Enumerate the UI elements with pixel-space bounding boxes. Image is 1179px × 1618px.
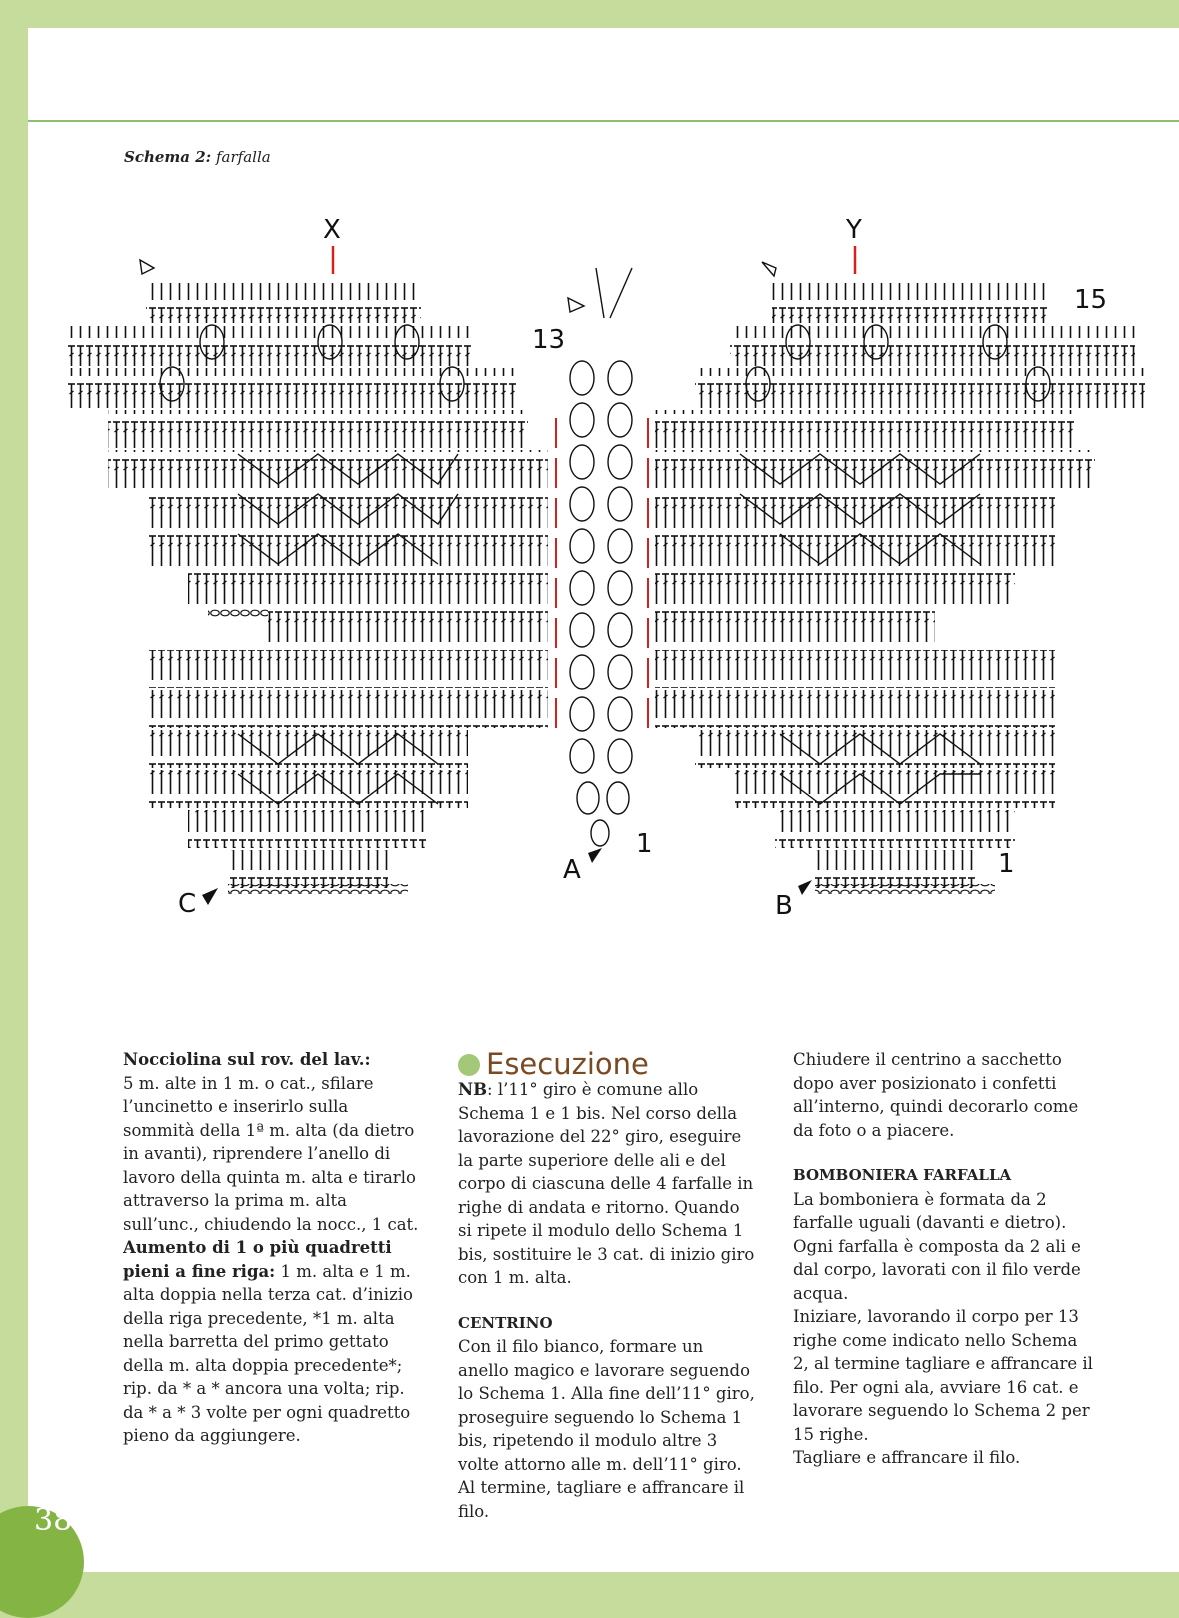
centrino-end: Al termine, tagliare e affrancare il filo.: [458, 1478, 745, 1521]
crochet-diagram: [40, 188, 1160, 928]
label-b: B: [775, 891, 793, 921]
bomboniera-text-1: La bomboniera è formata da 2 farfalle uguali (davanti e dietro). Ogni farfalla è composta da 2 ali e dal corpo, lavorati con il filo verde acqua.: [793, 1189, 1081, 1303]
right-wing: [655, 283, 1145, 894]
nb-label: NB: [458, 1080, 488, 1099]
caption-text: farfalla: [215, 148, 271, 166]
esecuzione-header: [458, 1048, 758, 1082]
page: [28, 28, 1179, 1572]
centrino-text: Con il filo bianco, formare un anello magico e lavorare seguendo lo Schema 1. Alla fine dell’11° giro, proseguire seguendo lo Schema 1 bis, ripetendo il modulo altre 3 volte attorno alle m. dell’11° giro.: [458, 1337, 755, 1474]
column-3: [793, 1048, 1093, 1470]
diagram-caption: [124, 148, 271, 166]
bomboniera-text-3: Tagliare e affrancare il filo.: [793, 1448, 1021, 1467]
aumento-text: 1 m. alta e 1 m. alta doppia nella terza cat. d’inizio della riga precedente, *1 m. alta nella barretta del primo gettato della m. alta doppia precedente*; rip. da * a * ancora una volta; rip. da * a * 3 volte per ogni quadretto pieno da aggiungere.: [123, 1261, 413, 1445]
body: [556, 268, 648, 846]
aumento-heading: Aumento di 1 o più quadretti pieni a fine riga:: [123, 1238, 392, 1281]
label-y: Y: [846, 215, 862, 245]
label-row-13: 13: [532, 325, 566, 355]
left-wing: [68, 283, 548, 894]
top-rule: [28, 120, 1179, 122]
column-2: [458, 1048, 758, 1523]
label-row-15: 15: [1074, 285, 1108, 315]
page-number: 38: [34, 1503, 73, 1538]
bomboniera-text-2: Iniziare, lavorando il corpo per 13 righe come indicato nello Schema 2, al termine tagliare e affrancare il filo. Per ogni ala, avviare 16 cat. e lavorare seguendo lo Schema 2 per 15 righe.: [793, 1307, 1093, 1444]
chiudere-text: Chiudere il centrino a sacchetto dopo aver posizionato i confetti all’interno, quindi decorarlo come da foto o a piacere.: [793, 1050, 1079, 1140]
label-c: C: [178, 889, 197, 919]
caption-label: Schema 2:: [124, 148, 212, 166]
nb-text: : l’11° giro è comune allo Schema 1 e 1 bis. Nel corso della lavorazione del 22° giro, eseguire la parte superiore delle ali e del corpo di ciascuna delle 4 farfalle in righe di andata e ritorno. Quando si ripete il modulo dello Schema 1 bis, sostituire le 3 cat. di inizio giro con 1 m. alta.: [458, 1080, 755, 1287]
section-title: Esecuzione: [486, 1047, 649, 1082]
bomboniera-heading: BOMBONIERA FARFALLA: [793, 1166, 1012, 1184]
markers: [333, 246, 855, 274]
label-row-1-body: 1: [636, 829, 653, 859]
label-row-1-wing: 1: [998, 849, 1015, 879]
nocciolina-text: 5 m. alte in 1 m. o cat., sfilare l’uncinetto e inserirlo sulla sommità della 1ª m. alta (da dietro in avanti), riprendere l’anello di lavoro della quinta m. alta e tirarlo attraverso la prima m. alta sull’unc., chiudendo la nocc., 1 cat.: [123, 1073, 419, 1234]
label-x: X: [323, 215, 341, 245]
centrino-heading: CENTRINO: [458, 1313, 553, 1332]
column-1: [123, 1048, 423, 1448]
nocciolina-heading: Nocciolina sul rov. del lav.:: [123, 1050, 371, 1069]
label-a: A: [563, 855, 581, 885]
bullet-dot-icon: [458, 1054, 480, 1076]
